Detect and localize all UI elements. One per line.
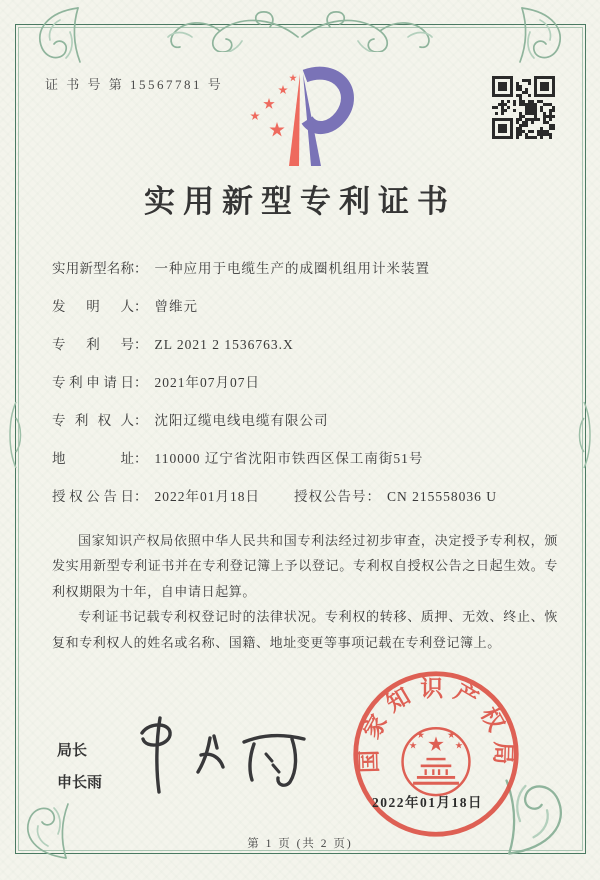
colon: ：	[134, 261, 148, 276]
paragraph-grant-statement: 国家知识产权局依照中华人民共和国专利法经过初步审查，决定授予专利权，颁发实用新型专利证书并在专利登记簿上予以登记。专利权自授权公告之日起生效。专利权期限为十年，自申请日起算。	[52, 533, 558, 599]
field-row-address	[52, 448, 560, 486]
paragraph-register-statement: 专利证书记载专利权登记时的法律状况。专利权的转移、质押、无效、终止、恢复和专利权人的姓名或名称、国籍、地址变更等事项记载在专利登记簿上。	[52, 609, 558, 650]
legal-text	[52, 528, 558, 655]
field-label: 授权公告日	[52, 489, 134, 504]
page-footer: 第 1 页 (共 2 页)	[247, 838, 353, 850]
colon: ：	[134, 337, 148, 352]
grant-date-value: 2022年01月18日	[154, 489, 260, 504]
field-row-inventor	[52, 296, 560, 334]
certificate-title: 实用新型专利证书	[144, 184, 456, 219]
colon: ：	[134, 451, 148, 466]
certificate-number: 证 书 号 第 15567781 号	[45, 77, 224, 92]
field-value: ZL 2021 2 1536763.X	[154, 337, 294, 352]
seal-date: 2022年01月18日	[372, 795, 483, 810]
director-title: 局长	[57, 742, 88, 759]
director-block	[57, 735, 102, 799]
field-value: 曾维元	[154, 299, 198, 314]
field-value: 沈阳辽缆电线电缆有限公司	[154, 413, 329, 428]
field-row-name	[52, 258, 560, 296]
signature-handwriting-icon	[122, 712, 322, 800]
field-value: 一种应用于电缆生产的成圈机组用计米装置	[154, 261, 430, 276]
field-label: 专利权人	[52, 413, 134, 428]
field-label: 实用新型名称	[52, 261, 134, 276]
field-label: 专利号	[52, 337, 134, 352]
seal-text: 国家知识产权局	[356, 676, 516, 774]
field-row-patent-no	[52, 334, 560, 372]
official-seal	[350, 668, 522, 840]
colon: ：	[134, 413, 148, 428]
director-name: 申长雨	[57, 774, 103, 791]
grant-no-value: CN 215558036 U	[387, 489, 498, 504]
colon: ：	[134, 299, 148, 314]
field-row-patentee	[52, 410, 560, 448]
field-label: 专利申请日	[52, 375, 134, 390]
qr-code	[492, 76, 555, 139]
field-value: 2021年07月07日	[154, 375, 260, 390]
field-label: 发明人	[52, 299, 134, 314]
field-list	[52, 258, 560, 524]
field-value: 110000 辽宁省沈阳市铁西区保工南街51号	[154, 451, 424, 466]
colon: ：	[134, 375, 148, 390]
field-row-grant	[52, 486, 560, 524]
colon: ：	[134, 489, 148, 504]
field-row-filing-date	[52, 372, 560, 410]
colon: ：	[366, 489, 380, 504]
grant-no-label: 授权公告号	[294, 489, 367, 504]
cnipa-logo-icon	[237, 64, 363, 180]
field-label: 地址	[52, 451, 134, 466]
